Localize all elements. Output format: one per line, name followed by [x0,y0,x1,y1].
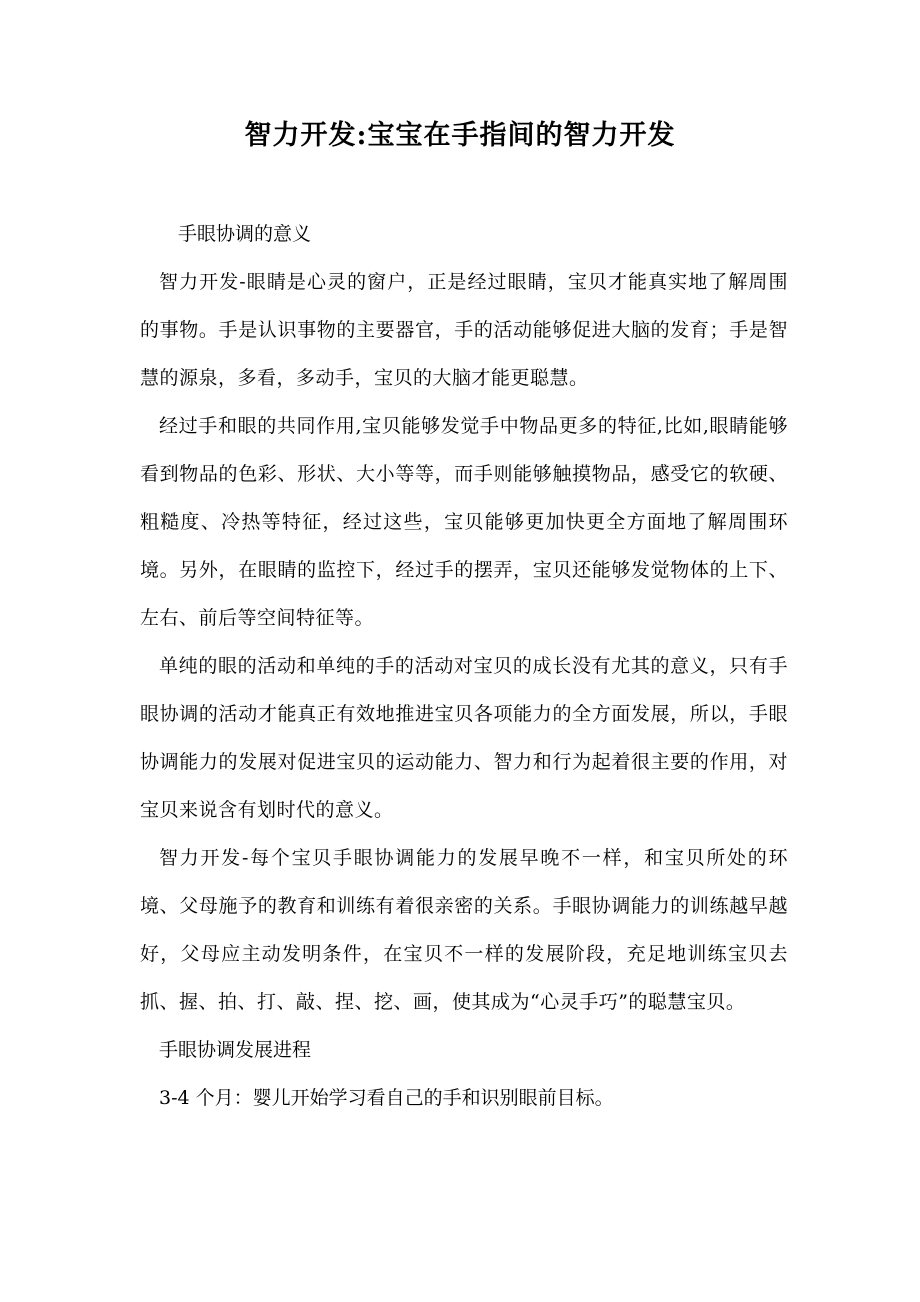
paragraph-1: 智力开发-眼睛是心灵的窗户，正是经过眼睛，宝贝才能真实地了解周围的事物。手是认识事物的主要器官，手的活动能够促进大脑的发育；手是智慧的源泉，多看，多动手，宝贝的大脑才能更聪慧。 [140,271,788,389]
paragraph-4: 智力开发-每个宝贝手眼协调能力的发展早晚不一样，和宝贝所处的环境、父母施予的教育和训练有着很亲密的关系。手眼协调能力的训练越早越好，父母应主动发明条件，在宝贝不一样的发展阶段，充足地训练宝贝去抓、握、拍、打、敲、捏、挖、画，使其成为“心灵手巧”的聪慧宝贝。 [140,847,788,1013]
document-body [140,210,788,1122]
paragraph-3: 单纯的眼的活动和单纯的手的活动对宝贝的成长没有尤其的意义，只有手眼协调的活动才能真正有效地推进宝贝各项能力的全方面发展，所以，手眼协调能力的发展对促进宝贝的运动能力、智力和行为起着很主要的作用，对宝贝来说含有划时代的意义。 [140,655,788,821]
progress-item: 3-4 个月：婴儿开始学习看自己的手和识别眼前目标。 [159,1087,614,1109]
subheading: 手眼协调发展进程 [159,1039,312,1061]
document-title: 智力开发:宝宝在手指间的智力开发 [244,120,676,151]
section-heading: 手眼协调的意义 [178,223,312,245]
paragraph-2: 经过手和眼的共同作用,宝贝能够发觉手中物品更多的特征,比如,眼睛能够看到物品的色彩、形状、大小等等，而手则能够触摸物品，感受它的软硬、粗糙度、冷热等特征，经过这些，宝贝能够更加快更全方面地了解周围环境。另外，在眼睛的监控下，经过手的摆弄，宝贝还能够发觉物体的上下、左右、前后等空间特征等。 [140,415,788,629]
